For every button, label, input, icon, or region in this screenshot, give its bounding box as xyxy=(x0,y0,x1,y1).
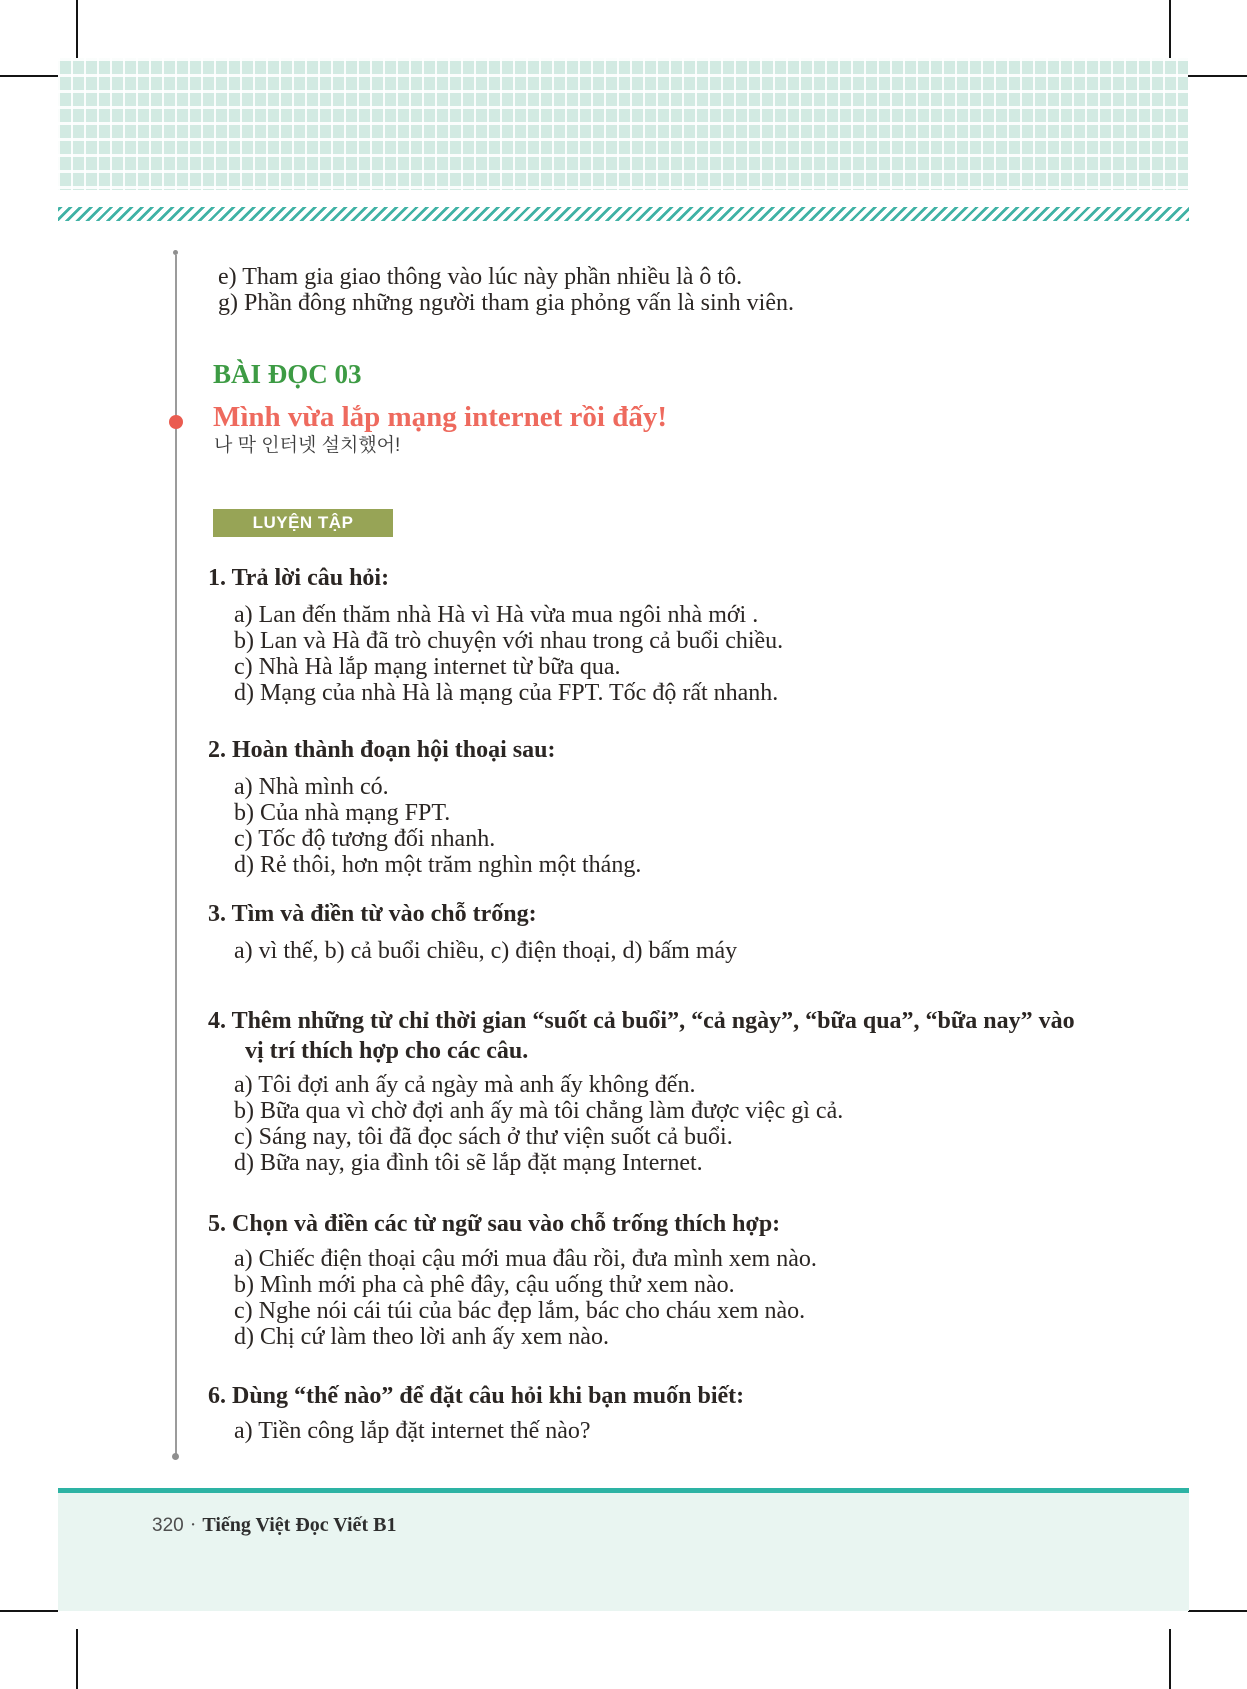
practice-badge: LUYỆN TẬP xyxy=(213,509,393,537)
exercise-item: a) Lan đến thăm nhà Hà vì Hà vừa mua ngôi nhà mới . xyxy=(234,602,759,628)
exercise-5-heading xyxy=(208,1209,1090,1239)
exercise-item: a) Tôi đợi anh ấy cả ngày mà anh ấy không đến. xyxy=(234,1072,696,1098)
exercise-3-number: 3. xyxy=(208,901,226,927)
header-hatch-stripe xyxy=(58,207,1189,221)
exercise-3-title: Tìm và điền từ vào chỗ trống: xyxy=(231,901,537,927)
exercise-6-title: Dùng “thế nào” để đặt câu hỏi khi bạn muốn biết: xyxy=(232,1383,745,1409)
exercise-4-number: 4. xyxy=(208,1008,226,1034)
lesson-title-vietnamese: Mình vừa lắp mạng internet rồi đấy! xyxy=(213,401,668,433)
lesson-marker-dot xyxy=(169,415,183,429)
exercise-2-items xyxy=(234,774,1074,878)
exercise-item: d) Rẻ thôi, hơn một trăm nghìn một tháng. xyxy=(234,852,642,878)
exercise-item: b) Lan và Hà đã trò chuyện với nhau trong cả buổi chiều. xyxy=(234,628,784,654)
exercise-5-number: 5. xyxy=(208,1211,226,1237)
lesson-label: BÀI ĐỌC 03 xyxy=(213,359,362,389)
spine-top-dot xyxy=(173,250,178,255)
crop-mark-bottom-left-horizontal xyxy=(0,1610,58,1612)
crop-mark-bottom-right-vertical xyxy=(1169,1629,1171,1689)
footer-separator: · xyxy=(189,1514,197,1536)
exercise-item: b) Bữa qua vì chờ đợi anh ấy mà tôi chẳng làm được việc gì cả. xyxy=(234,1098,844,1124)
exercise-1-heading xyxy=(208,563,1090,593)
spine-bottom-dot xyxy=(172,1453,179,1460)
exercise-5-items xyxy=(234,1246,1074,1350)
exercise-item: c) Nhà Hà lắp mạng internet từ bữa qua. xyxy=(234,654,621,680)
exercise-3-heading xyxy=(208,899,1090,929)
exercise-2-heading xyxy=(208,735,1090,765)
crop-mark-top-right-horizontal xyxy=(1188,75,1247,77)
crop-mark-bottom-right-horizontal xyxy=(1188,1610,1247,1612)
exercise-2-title: Hoàn thành đoạn hội thoại sau: xyxy=(232,737,556,763)
exercise-6-items xyxy=(234,1418,1074,1444)
exercise-3-items xyxy=(234,938,1074,964)
exercise-4-heading xyxy=(208,1006,1090,1066)
exercise-item: c) Tốc độ tương đối nhanh. xyxy=(234,826,496,852)
book-title: Tiếng Việt Đọc Viết B1 xyxy=(202,1514,397,1536)
crop-mark-top-left-horizontal xyxy=(0,75,58,77)
exercise-6-heading xyxy=(208,1381,1090,1411)
section-spine-line xyxy=(175,255,177,1455)
continued-item-line: e) Tham gia giao thông vào lúc này phần nhiều là ô tô. xyxy=(218,264,743,290)
exercise-item: b) Mình mới pha cà phê đây, cậu uống thử xem nào. xyxy=(234,1272,735,1298)
exercise-item: a) vì thế, b) cả buổi chiều, c) điện thoại, d) bấm máy xyxy=(234,938,738,964)
exercise-item: a) Chiếc điện thoại cậu mới mua đâu rồi, đưa mình xem nào. xyxy=(234,1246,817,1272)
exercise-4-items xyxy=(234,1072,1074,1176)
exercise-2-number: 2. xyxy=(208,737,226,763)
continued-items xyxy=(218,264,1058,316)
exercise-1-number: 1. xyxy=(208,565,226,591)
exercise-1-title: Trả lời câu hỏi: xyxy=(231,565,390,591)
exercise-6-number: 6. xyxy=(208,1383,226,1409)
footer-text xyxy=(152,1511,396,1540)
crop-mark-bottom-left-vertical xyxy=(76,1629,78,1689)
exercise-item: d) Chị cứ làm theo lời anh ấy xem nào. xyxy=(234,1324,609,1350)
exercise-4-title: Thêm những từ chỉ thời gian “suốt cả buổi”, “cả ngày”, “bữa qua”, “bữa nay” vào vị trí thích hợp cho các câu. xyxy=(231,1008,1075,1064)
exercise-item: a) Tiền công lắp đặt internet thế nào? xyxy=(234,1418,591,1444)
crop-mark-top-left-vertical xyxy=(76,0,78,58)
crop-mark-top-right-vertical xyxy=(1169,0,1171,58)
exercise-item: d) Bữa nay, gia đình tôi sẽ lắp đặt mạng Internet. xyxy=(234,1150,703,1176)
exercise-item: c) Sáng nay, tôi đã đọc sách ở thư viện suốt cả buổi. xyxy=(234,1124,733,1150)
continued-item-line: g) Phần đông những người tham gia phỏng vấn là sinh viên. xyxy=(218,290,794,316)
exercise-item: d) Mạng của nhà Hà là mạng của FPT. Tốc độ rất nhanh. xyxy=(234,680,779,706)
exercise-item: b) Của nhà mạng FPT. xyxy=(234,800,451,826)
header-grid-band xyxy=(58,58,1188,190)
page-number: 320 xyxy=(152,1515,184,1536)
exercise-5-title: Chọn và điền các từ ngữ sau vào chỗ trống thích hợp: xyxy=(232,1211,781,1237)
exercise-1-items xyxy=(234,602,1074,706)
exercise-item: a) Nhà mình có. xyxy=(234,774,389,800)
exercise-item: c) Nghe nói cái túi của bác đẹp lắm, bác cho cháu xem nào. xyxy=(234,1298,806,1324)
lesson-title-korean: 나 막 인터넷 설치했어! xyxy=(214,435,401,456)
